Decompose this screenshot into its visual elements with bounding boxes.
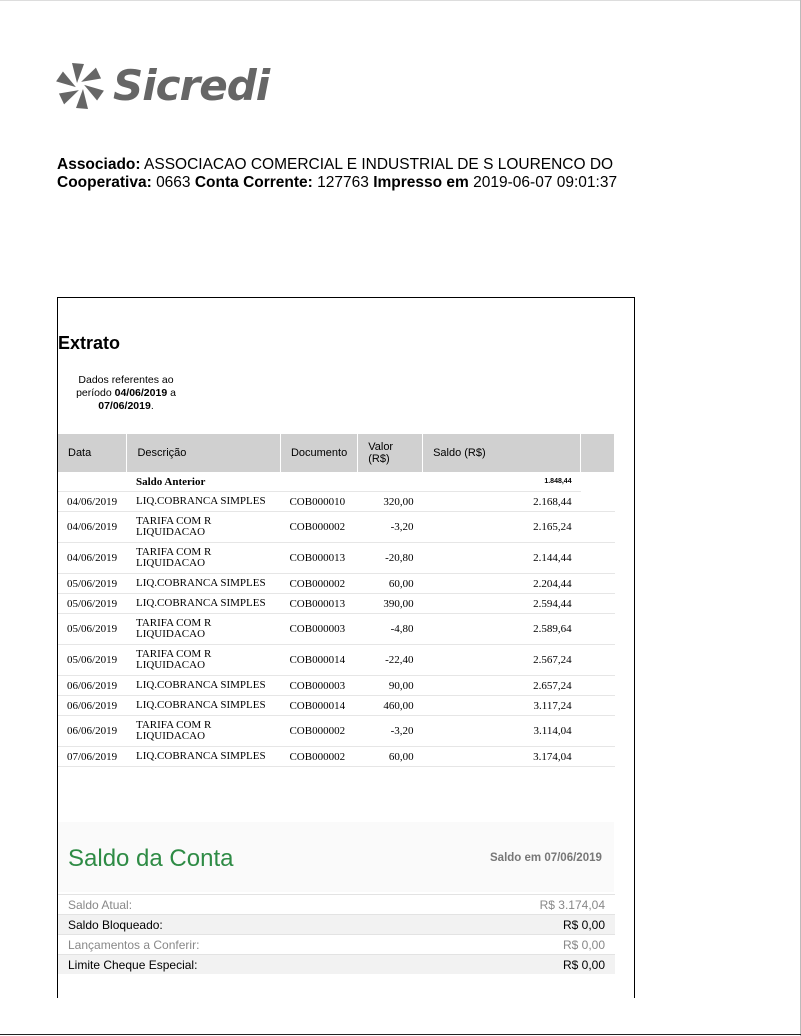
cell-descricao: TARIFA COM R LIQUIDACAO <box>127 543 280 574</box>
saldo-row-value: R$ 0,00 <box>414 935 615 955</box>
table-row <box>58 747 615 767</box>
periodo-info <box>66 374 186 413</box>
table-row <box>58 645 615 676</box>
saldo-date-label: Saldo em 07/06/2019 <box>490 852 602 864</box>
cell-data: 07/06/2019 <box>58 747 127 767</box>
cell-valor: 320,00 <box>358 492 423 512</box>
saldo-conta-table <box>58 894 615 974</box>
cell-data: 04/06/2019 <box>58 492 127 512</box>
periodo-start: 04/06/2019 <box>114 387 168 399</box>
cell-valor: -20,80 <box>358 543 423 574</box>
cell-data: 06/06/2019 <box>58 716 127 747</box>
associado-label: Associado: <box>57 156 141 173</box>
cell-valor: 390,00 <box>358 594 423 614</box>
cell-valor: -3,20 <box>358 716 423 747</box>
cell-documento: COB000013 <box>280 594 357 614</box>
col-valor-header: Valor (R$) <box>358 434 423 472</box>
associado-line <box>57 156 617 174</box>
saldo-row-value: R$ 0,00 <box>414 955 615 975</box>
cell-documento: COB000002 <box>280 574 357 594</box>
cell-descricao: LIQ.COBRANCA SIMPLES <box>127 676 280 696</box>
table-row <box>58 696 615 716</box>
cell-data: 06/06/2019 <box>58 696 127 716</box>
saldo-anterior-blank <box>58 472 127 492</box>
cell-valor: -22,40 <box>358 645 423 676</box>
impresso-value: 2019-06-07 09:01:37 <box>473 174 618 191</box>
saldo-row <box>58 895 615 915</box>
table-row <box>58 492 615 512</box>
cell-data: 05/06/2019 <box>58 594 127 614</box>
saldo-row <box>58 915 615 935</box>
cell-valor: 60,00 <box>358 574 423 594</box>
col-extra-header <box>581 434 615 472</box>
associado-value: ASSOCIACAO COMERCIAL E INDUSTRIAL DE S LOURENCO DO <box>144 156 614 173</box>
cell-descricao: LIQ.COBRANCA SIMPLES <box>127 574 280 594</box>
cell-data: 05/06/2019 <box>58 614 127 645</box>
cell-saldo: 2.594,44 <box>423 594 581 614</box>
table-row <box>58 716 615 747</box>
cell-data: 04/06/2019 <box>58 543 127 574</box>
cell-documento: COB000014 <box>280 696 357 716</box>
cell-documento: COB000010 <box>280 492 357 512</box>
saldo-anterior-label: Saldo Anterior <box>127 472 280 492</box>
cell-documento: COB000002 <box>280 747 357 767</box>
cell-saldo: 2.657,24 <box>423 676 581 696</box>
cell-documento: COB000002 <box>280 512 357 543</box>
table-row <box>58 574 615 594</box>
cell-saldo: 2.144,44 <box>423 543 581 574</box>
conta-value: 127763 <box>317 174 369 191</box>
sicredi-logo <box>55 60 269 112</box>
extrato-table <box>58 434 615 767</box>
cell-saldo: 2.567,24 <box>423 645 581 676</box>
cell-documento: COB000002 <box>280 716 357 747</box>
cell-documento: COB000003 <box>280 614 357 645</box>
saldo-row-label: Limite Cheque Especial: <box>58 955 414 975</box>
saldo-row <box>58 935 615 955</box>
cell-saldo: 3.114,04 <box>423 716 581 747</box>
cell-valor: 90,00 <box>358 676 423 696</box>
col-descricao-header: Descrição <box>127 434 280 472</box>
saldo-conta-title: Saldo da Conta <box>68 845 234 872</box>
cell-valor: 460,00 <box>358 696 423 716</box>
logo-text: Sicredi <box>113 61 270 110</box>
cell-documento: COB000014 <box>280 645 357 676</box>
cell-documento: COB000013 <box>280 543 357 574</box>
cell-descricao: TARIFA COM R LIQUIDACAO <box>127 645 280 676</box>
col-data-header: Data <box>58 434 127 472</box>
table-row <box>58 676 615 696</box>
cell-descricao: TARIFA COM R LIQUIDACAO <box>127 716 280 747</box>
conta-label: Conta Corrente: <box>194 174 313 191</box>
col-documento-header: Documento <box>280 434 357 472</box>
saldo-row-label: Saldo Bloqueado: <box>58 915 414 935</box>
saldo-row-value: R$ 3.174,04 <box>414 895 615 915</box>
table-header-row <box>58 434 615 472</box>
table-row <box>58 543 615 574</box>
saldo-row-value: R$ 0,00 <box>414 915 615 935</box>
cell-data: 06/06/2019 <box>58 676 127 696</box>
cell-descricao: LIQ.COBRANCA SIMPLES <box>127 747 280 767</box>
extrato-title: Extrato <box>58 333 121 353</box>
cooperativa-value: 0663 <box>156 174 191 191</box>
cell-valor: 60,00 <box>358 747 423 767</box>
saldo-row <box>58 955 615 975</box>
cell-valor: -4,80 <box>358 614 423 645</box>
cell-saldo: 2.168,44 <box>423 492 581 512</box>
cell-saldo: 3.174,04 <box>423 747 581 767</box>
periodo-mid: a <box>170 387 176 399</box>
cell-data: 05/06/2019 <box>58 574 127 594</box>
periodo-prefix: período <box>76 387 112 399</box>
sicredi-pinwheel-icon <box>55 60 105 112</box>
impresso-label: Impresso em <box>373 174 469 191</box>
cell-saldo: 2.165,24 <box>423 512 581 543</box>
cell-descricao: TARIFA COM R LIQUIDACAO <box>127 614 280 645</box>
account-header <box>57 156 617 192</box>
cell-saldo: 2.204,44 <box>423 574 581 594</box>
table-row <box>58 594 615 614</box>
cell-descricao: LIQ.COBRANCA SIMPLES <box>127 696 280 716</box>
cooperativa-line <box>57 174 617 192</box>
cell-descricao: LIQ.COBRANCA SIMPLES <box>127 594 280 614</box>
cell-descricao: TARIFA COM R LIQUIDACAO <box>127 512 280 543</box>
saldo-row-label: Saldo Atual: <box>58 895 414 915</box>
cell-data: 05/06/2019 <box>58 645 127 676</box>
cell-descricao: LIQ.COBRANCA SIMPLES <box>127 492 280 512</box>
periodo-line1: Dados referentes ao <box>78 374 174 386</box>
periodo-suffix: . <box>150 400 154 412</box>
cell-saldo: 2.589,64 <box>423 614 581 645</box>
table-row <box>58 614 615 645</box>
saldo-row-label: Lançamentos a Conferir: <box>58 935 414 955</box>
periodo-end: 07/06/2019 <box>98 400 151 412</box>
cell-saldo: 3.117,24 <box>423 696 581 716</box>
saldo-anterior-value: 1.848,44 <box>423 472 581 492</box>
cell-data: 04/06/2019 <box>58 512 127 543</box>
cell-documento: COB000003 <box>280 676 357 696</box>
col-saldo-header: Saldo (R$) <box>423 434 581 472</box>
saldo-anterior-row <box>58 472 615 492</box>
cooperativa-label: Cooperativa: <box>57 174 152 191</box>
table-row <box>58 512 615 543</box>
cell-valor: -3,20 <box>358 512 423 543</box>
